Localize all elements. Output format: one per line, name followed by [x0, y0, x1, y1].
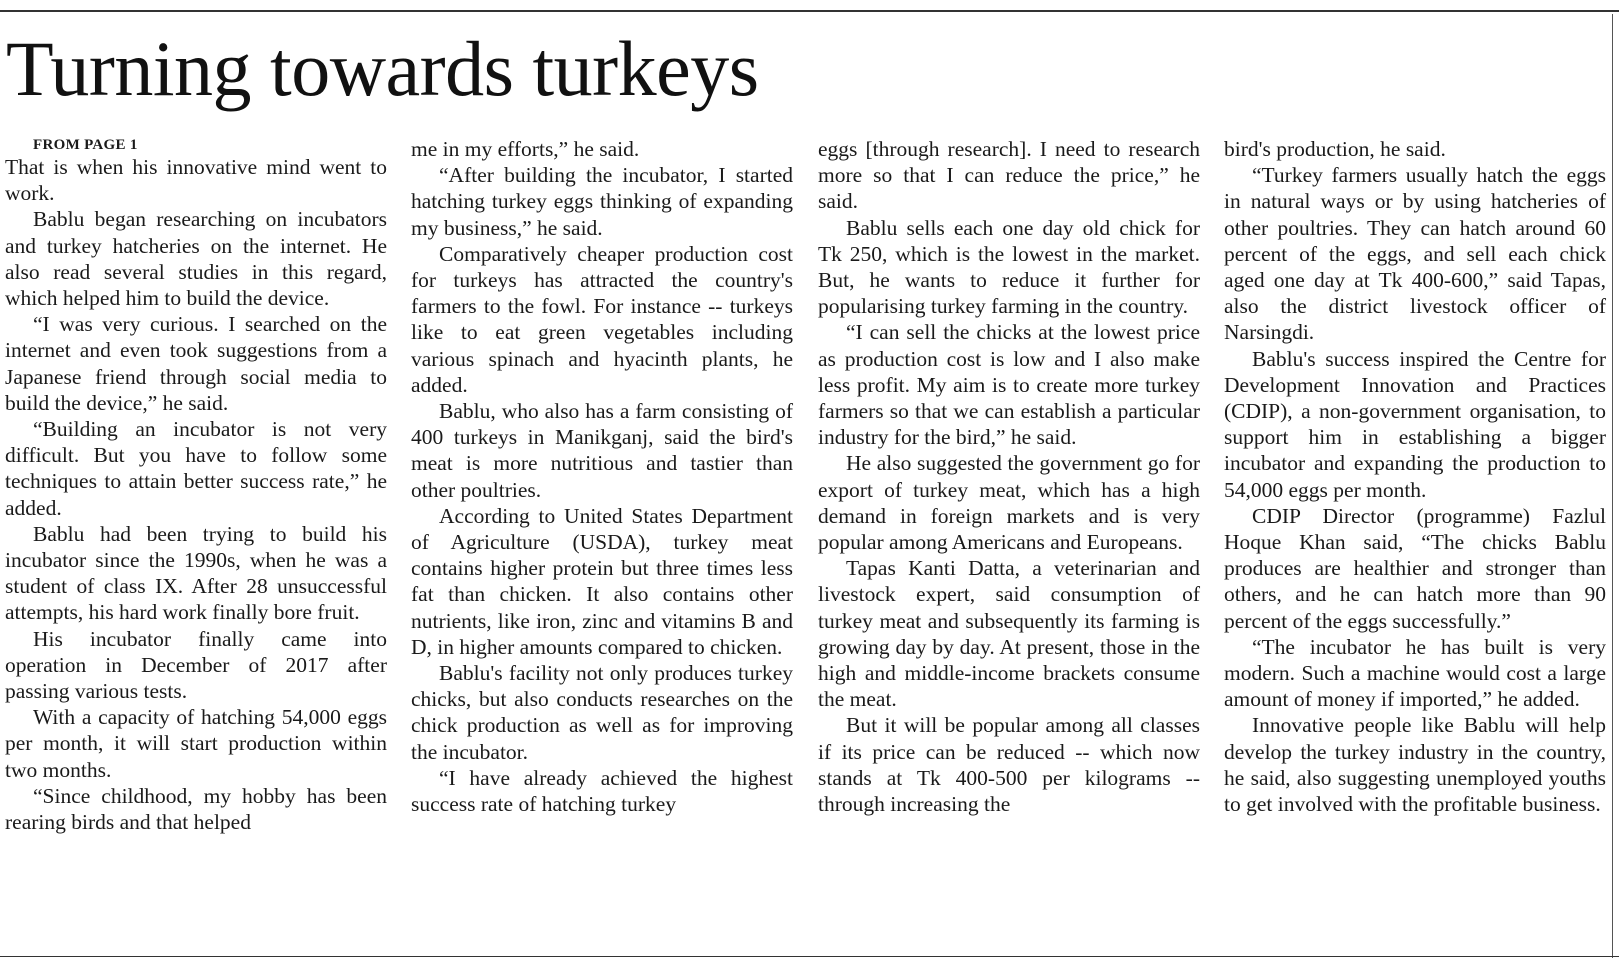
- paragraph: Bablu had been trying to build his incubator since the 1990s, when he was a student of class IX. After 28 unsuccessful attempts, his hard work finally bore fruit.: [5, 521, 387, 625]
- paragraph: “I was very curious. I searched on the internet and even took suggestions from a Japanese friend through social media to build the device,” he said.: [5, 312, 387, 415]
- paragraph: “Building an incubator is not very difficult. But you have to follow some techniques to attain better success rate,” he added.: [5, 417, 387, 520]
- paragraph: eggs [through research]. I need to research more so that I can reduce the price,” he said.: [818, 137, 1200, 214]
- top-rule: [0, 10, 1619, 12]
- paragraph: According to United States Department of Agriculture (USDA), turkey meat contains higher protein but three times less fat than chicken. It also contains other nutrients, like iron, zinc and vitamins B and D, in higher amounts compared to chicken.: [411, 503, 793, 659]
- paragraph: “After building the incubator, I started hatching turkey eggs thinking of expanding my business,” he said.: [411, 163, 793, 240]
- paragraph: “I have already achieved the highest success rate of hatching turkey: [411, 765, 793, 817]
- paragraph: Bablu, who also has a farm consisting of 400 turkeys in Manikganj, said the bird's meat is more nutritious and tastier than other poultries.: [411, 399, 793, 502]
- paragraph: With a capacity of hatching 54,000 eggs per month, it will start production within two months.: [5, 705, 387, 782]
- paragraph: His incubator finally came into operation in December of 2017 after passing various tests.: [5, 626, 387, 704]
- paragraph: Bablu sells each one day old chick for Tk 250, which is the lowest in the market. But, he wants to reduce it further for popularising turkey farming in the country.: [818, 215, 1200, 319]
- kicker: FROM PAGE 1: [33, 137, 138, 153]
- headline: Turning towards turkeys: [6, 25, 759, 112]
- paragraph: “Turkey farmers usually hatch the eggs in natural ways or by using hatcheries of other poultries. They can hatch around 60 percent of the eggs, and sell each chick aged one day at Tk 400-600,” said Tapas, also the district livestock officer of Narsingdi.: [1224, 163, 1606, 345]
- paragraph: “The incubator he has built is very modern. Such a machine would cost a large amount of money if imported,” he added.: [1224, 634, 1606, 712]
- bottom-rule: [0, 956, 1619, 957]
- paragraph: bird's production, he said.: [1224, 137, 1446, 161]
- paragraph: Comparatively cheaper production cost for turkeys has attracted the country's farmers to the fowl. For instance -- turkeys like to eat green vegetables including various spinach and hyacinth plants, he added.: [411, 241, 793, 397]
- paragraph: “Since childhood, my hobby has been rearing birds and that helped: [5, 783, 387, 835]
- paragraph: But it will be popular among all classes if its price can be reduced -- which now stands at Tk 400-500 per kilograms -- through increasing the: [818, 713, 1200, 817]
- paragraph: “I can sell the chicks at the lowest price as production cost is low and I also make less profit. My aim is to create more turkey farmers so that we can establish a particular industry for the bird,” he said.: [818, 320, 1200, 450]
- paragraph: Innovative people like Bablu will help develop the turkey industry in the country, he said, also suggesting unemployed youths to get involved with the profitable business.: [1224, 713, 1606, 817]
- paragraph: Bablu's success inspired the Centre for Development Innovation and Practices (CDIP), a non-government organisation, to support him in establishing a bigger incubator and expanding the production to 54,000 eggs per month.: [1224, 346, 1606, 502]
- article-column-2: [411, 136, 793, 817]
- paragraph: Tapas Kanti Datta, a veterinarian and livestock expert, said consumption of turkey meat and subsequently its farming is growing day by day. At present, those in the high and middle-income brackets consume the meat.: [818, 556, 1200, 712]
- paragraph: That is when his innovative mind went to work.: [5, 155, 387, 206]
- paragraph: me in my efforts,” he said.: [411, 137, 640, 161]
- article-column-4: [1224, 136, 1606, 817]
- paragraph: Bablu began researching on incubators and turkey hatcheries on the internet. He also read several studies in this regard, which helped him to build the device.: [5, 207, 387, 311]
- article-column-3: [818, 136, 1200, 817]
- paragraph: CDIP Director (programme) Fazlul Hoque Khan said, “The chicks Bablu produces are healthier and stronger than others, and he can hatch more than 90 percent of the eggs successfully.”: [1224, 503, 1606, 633]
- article-column-1: [5, 136, 387, 835]
- right-rule: [1612, 14, 1613, 958]
- paragraph: He also suggested the government go for export of turkey meat, which has a high demand in foreign markets and is very popular among Americans and Europeans.: [818, 451, 1200, 555]
- paragraph: Bablu's facility not only produces turkey chicks, but also conducts researches on the chick production as well as for improving the incubator.: [411, 661, 793, 764]
